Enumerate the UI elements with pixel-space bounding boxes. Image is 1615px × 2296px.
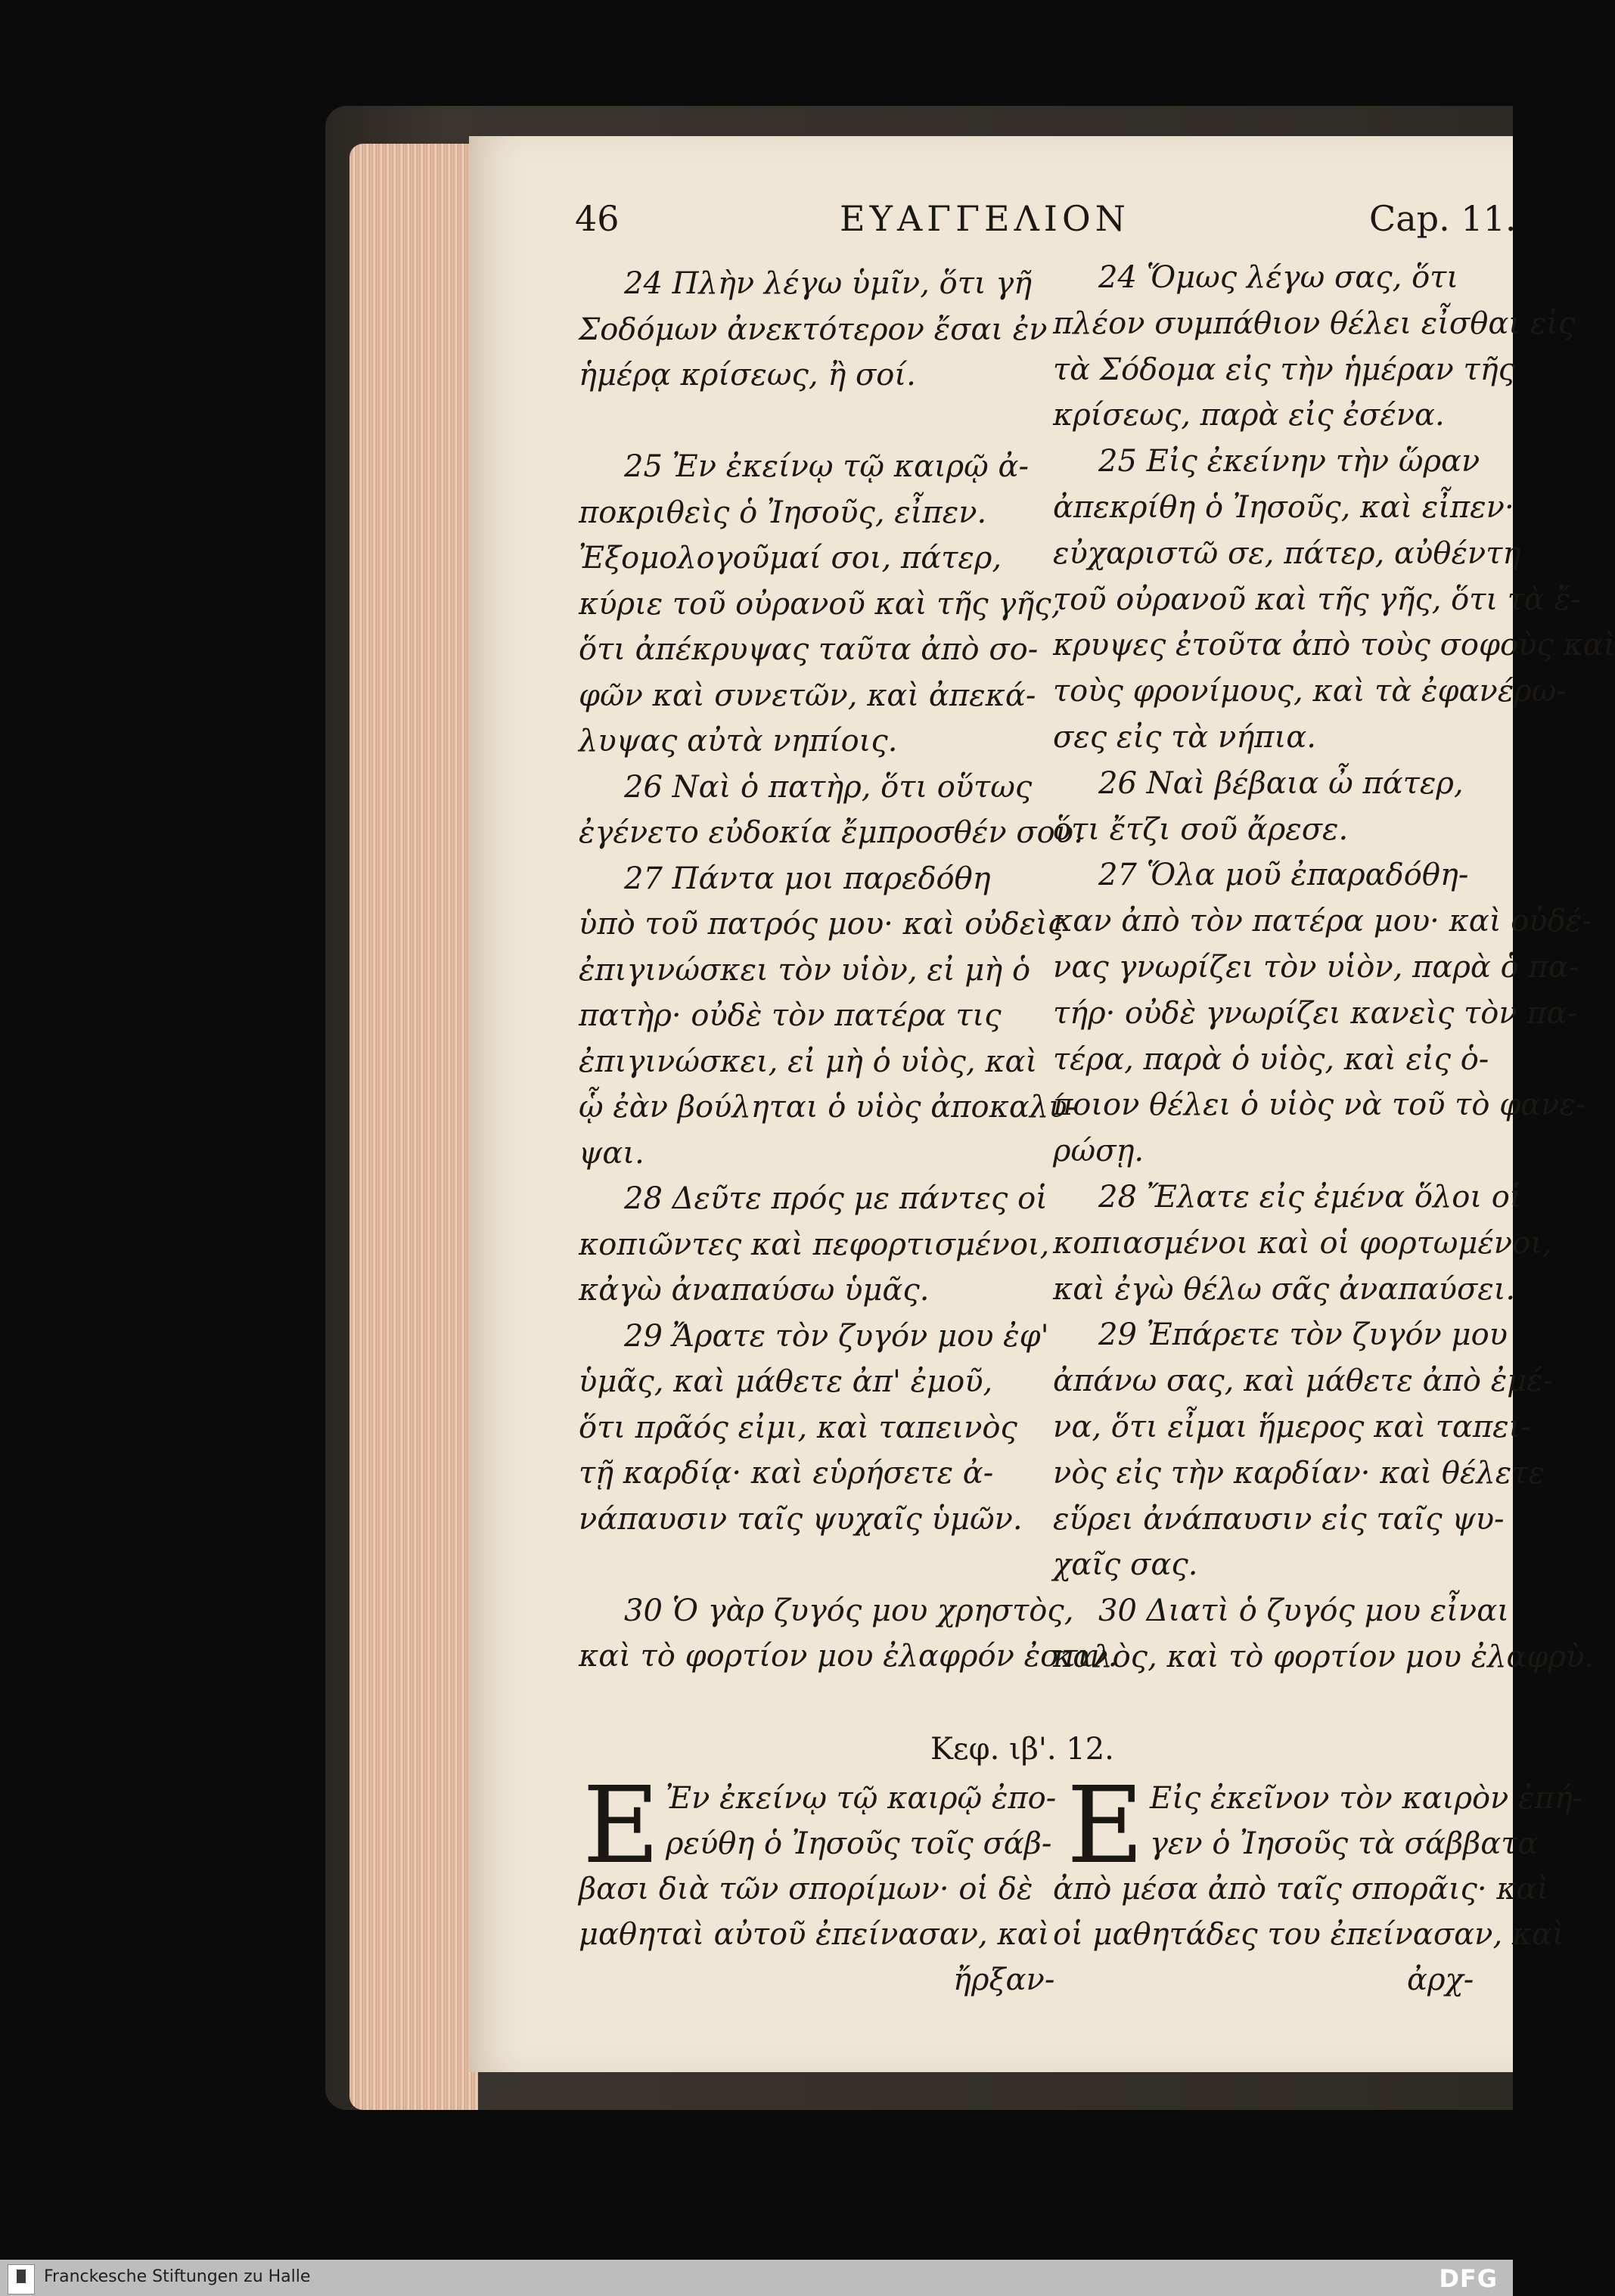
- text-line: λυψας αὐτὰ νηπίοις.: [579, 724, 898, 759]
- text-line: 26 Ναὶ ὁ πατὴρ, ὅτι οὕτως: [624, 769, 1033, 805]
- text-line: ρεύθη ὁ Ἰησοῦς τοῖς σάβ-: [666, 1826, 1052, 1861]
- text-line: τοῦ οὐρανοῦ καὶ τῆς γῆς, ὅτι τὰ ἔ-: [1053, 582, 1581, 617]
- text-line: ὑμᾶς, καὶ μάθετε ἀπ' ἐμοῦ,: [579, 1364, 993, 1399]
- text-line: ᾧ ἐὰν βούληται ὁ υἱὸς ἀποκαλύ-: [579, 1090, 1078, 1125]
- text-line: χαῖς σας.: [1053, 1547, 1198, 1583]
- text-line: ποκριθεὶς ὁ Ἰησοῦς, εἶπεν.: [579, 495, 987, 530]
- text-line: ἀρχ-: [1407, 1962, 1474, 1997]
- text-line: βασι διὰ τῶν σπορίμων· οἱ δὲ: [579, 1872, 1033, 1907]
- page-number: 46: [575, 198, 620, 239]
- text-line: κοπιασμένοι καὶ οἱ φορτωμένοι,: [1053, 1225, 1552, 1261]
- text-line: τὰ Σόδομα εἰς τὴν ἡμέραν τῆς: [1053, 352, 1515, 387]
- text-line: κύριε τοῦ οὐρανοῦ καὶ τῆς γῆς,: [579, 586, 1061, 622]
- text-line: καλὸς, καὶ τὸ φορτίον μου ἐλαφρὺ.: [1053, 1640, 1595, 1674]
- text-line: νὸς εἰς τὴν καρδίαν· καὶ θέλετε: [1053, 1455, 1545, 1491]
- text-line: κρυψες ἐτοῦτα ἀπὸ τοὺς σοφοὺς καὶ: [1053, 628, 1615, 663]
- text-line: καὶ τὸ φορτίον μου ἐλαφρόν ἐστιν.: [579, 1639, 1118, 1674]
- text-line: τήρ· οὐδὲ γνωρίζει κανεὶς τὸν πα-: [1053, 995, 1578, 1031]
- text-line: ψαι.: [579, 1135, 644, 1171]
- text-line: μαθηταὶ αὐτοῦ ἐπείνασαν, καὶ: [579, 1917, 1050, 1952]
- footer-institution[interactable]: Franckesche Stiftungen zu Halle: [44, 2267, 311, 2286]
- text-line: Εἰς ἐκεῖνον τὸν καιρὸν ἐπή-: [1150, 1781, 1583, 1816]
- text-line: τοὺς φρονίμους, καὶ τὰ ἐφανέρω-: [1053, 674, 1567, 709]
- text-line: Ἐξομολογοῦμαί σοι, πάτερ,: [579, 541, 1002, 576]
- text-line: 24 Ὅμως λέγω σας, ὅτι: [1098, 260, 1458, 295]
- dfg-badge[interactable]: DFG: [1439, 2264, 1498, 2293]
- text-line: ἀπεκρίθη ὁ Ἰησοῦς, καὶ εἶπεν·: [1053, 490, 1514, 525]
- text-line: 27 Ὅλα μοῦ ἐπαραδόθη-: [1098, 858, 1469, 893]
- text-line: 24 Πλὴν λέγω ὑμῖν, ὅτι γῆ: [624, 266, 1033, 301]
- text-line: Ἐν ἐκείνῳ τῷ καιρῷ ἐπο-: [666, 1781, 1057, 1816]
- text-line: ἤρξαν-: [953, 1962, 1055, 1997]
- text-line: εὕρει ἀνάπαυσιν εἰς ταῖς ψυ-: [1053, 1501, 1505, 1537]
- text-line: νας γνωρίζει τὸν υἱὸν, παρὰ ὁ πα-: [1053, 950, 1579, 985]
- text-line: 25 Εἰς ἐκείνην τὴν ὥραν: [1098, 444, 1480, 479]
- text-line: 26 Ναὶ βέβαια ὦ πάτερ,: [1098, 765, 1464, 801]
- text-line: κρίσεως, παρὰ εἰς ἐσένα.: [1053, 398, 1445, 433]
- chapter-heading: Κεφ. ιβ'. 12.: [930, 1732, 1114, 1767]
- text-line: ἐπιγινώσκει τὸν υἱὸν, εἰ μὴ ὁ: [579, 952, 1031, 988]
- text-line: 28 Δεῦτε πρός με πάντες οἱ: [624, 1181, 1048, 1216]
- text-line: ὅτι ἀπέκρυψας ταῦτα ἀπὸ σο-: [579, 632, 1039, 667]
- text-line: 30 Ὁ γὰρ ζυγός μου χρηστὸς,: [624, 1593, 1074, 1628]
- text-line: οἱ μαθητάδες του ἐπείνασαν, καὶ: [1053, 1917, 1564, 1952]
- text-line: ἡμέρᾳ κρίσεως, ἢ σοί.: [579, 358, 916, 392]
- text-line: κἀγὼ ἀναπαύσω ὑμᾶς.: [579, 1273, 930, 1308]
- text-line: τῇ καρδίᾳ· καὶ εὑρήσετε ἀ-: [579, 1456, 994, 1491]
- text-line: εὐχαριστῶ σε, πάτερ, αὐθέντη: [1053, 535, 1521, 571]
- text-line: ἀπάνω σας, καὶ μάθετε ἀπὸ ἐμέ-: [1053, 1364, 1554, 1399]
- text-line: ὅτι ἔτζι σοῦ ἄρεσε.: [1053, 811, 1349, 847]
- text-line: ἐγένετο εὐδοκία ἔμπροσθέν σου.: [579, 815, 1083, 850]
- text-line: κοπιῶντες καὶ πεφορτισμένοι,: [579, 1227, 1050, 1262]
- text-line: ὅτι πρᾶός εἰμι, καὶ ταπεινὸς: [579, 1410, 1017, 1445]
- text-line: ρώσῃ.: [1053, 1134, 1144, 1169]
- text-line: πατὴρ· οὐδὲ τὸν πατέρα τις: [579, 998, 1002, 1033]
- chapter-label: Cap. 11.: [1369, 198, 1517, 239]
- text-line: 30 Διατὶ ὁ ζυγός μου εἶναι: [1098, 1593, 1509, 1629]
- text-line: ἀπὸ μέσα ἀπὸ ταῖς σπορᾶις· καὶ: [1053, 1872, 1549, 1907]
- text-line: καν ἀπὸ τὸν πατέρα μου· καὶ οὐδέ-: [1053, 904, 1592, 939]
- text-line: 27 Πάντα μοι παρεδόθη: [624, 861, 991, 896]
- text-line: φῶν καὶ συνετῶν, καὶ ἀπεκά-: [579, 678, 1036, 713]
- page-edges: [349, 144, 478, 2110]
- text-line: καὶ ἐγὼ θέλω σᾶς ἀναπαύσει.: [1053, 1271, 1516, 1307]
- text-line: να, ὅτι εἶμαι ἥμερος καὶ ταπει-: [1053, 1410, 1531, 1444]
- text-line: γεν ὁ Ἰησοῦς τὰ σάββατα: [1150, 1826, 1539, 1861]
- text-line: νάπαυσιν ταῖς ψυχαῖς ὑμῶν.: [579, 1501, 1023, 1537]
- text-line: 29 Ἐπάρετε τὸν ζυγόν μου: [1098, 1317, 1508, 1353]
- text-line: 28 Ἔλατε εἰς ἐμένα ὅλοι οἱ: [1098, 1180, 1522, 1215]
- page-title: ΕΥΑΓΓΕΛΙΟΝ: [840, 198, 1130, 239]
- left-dropcap: E: [582, 1764, 660, 1888]
- text-line: τέρα, παρὰ ὁ υἱὸς, καὶ εἰς ὁ-: [1053, 1041, 1489, 1077]
- text-line: Σοδόμων ἀνεκτότερον ἔσαι ἐν: [579, 312, 1048, 347]
- text-line: σες εἰς τὰ νήπια.: [1053, 720, 1316, 755]
- text-line: 29 Ἄρατε τὸν ζυγόν μου ἐφ': [624, 1318, 1049, 1354]
- institution-logo-icon: [8, 2264, 35, 2294]
- text-line: ὑπὸ τοῦ πατρός μου· καὶ οὐδεὶς: [579, 907, 1065, 942]
- text-line: ποιον θέλει ὁ υἱὸς νὰ τοῦ τὸ φανε-: [1053, 1087, 1586, 1123]
- text-line: ἐπιγινώσκει, εἰ μὴ ὁ υἱὸς, καὶ: [579, 1044, 1038, 1079]
- right-dropcap: E: [1067, 1764, 1144, 1888]
- text-line: πλέον συμπάθιον θέλει εἶσθαι εἰς: [1053, 306, 1576, 341]
- text-line: 25 Ἐν ἐκείνῳ τῷ καιρῷ ἀ-: [624, 449, 1030, 484]
